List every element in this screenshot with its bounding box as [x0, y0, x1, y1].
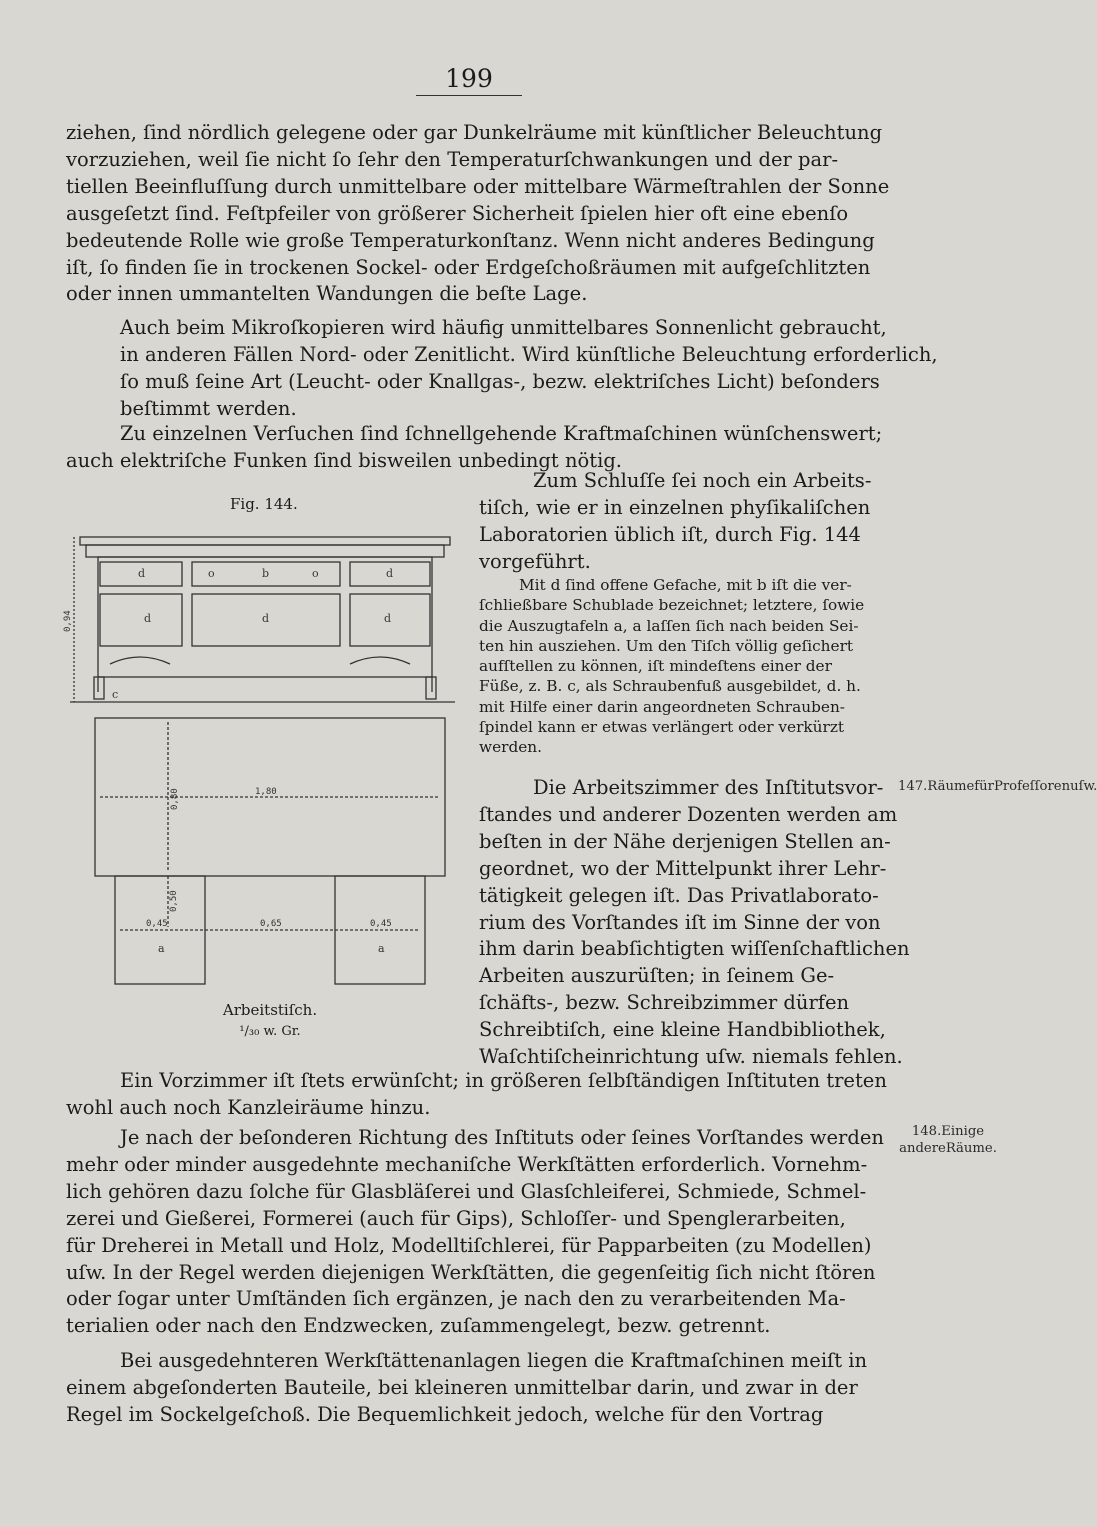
text-line: ſo muß ſeine Art (Leucht- oder Knallgas-, bezw. elektriſches Licht) beſonders	[120, 369, 880, 393]
page-number: 199	[416, 64, 522, 96]
label-d-3: d	[144, 612, 152, 625]
text-line: ziehen, ſind nördlich gelegene oder gar Dunkelräume mit künſtlicher Beleuchtung	[66, 121, 883, 144]
figure-title: Fig. 144.	[230, 495, 298, 513]
text-line: tiellen Beeinfluſſung durch unmittelbare oder mittelbare Wärmeſtrahlen der Sonne	[66, 174, 890, 198]
paragraph-darkrooms	[66, 120, 896, 308]
text-line: vorzuziehen, weil ſie nicht ſo ſehr den Temperaturſchwankungen und der par-	[66, 147, 839, 171]
text-line: Mit d ſind offene Gefache, mit b iſt die ver-	[519, 576, 852, 594]
label-a-2: a	[378, 942, 385, 955]
compartment-d-lower-left	[100, 594, 182, 646]
text-line: Zum Schluſſe ſei noch ein Arbeits-	[533, 469, 872, 492]
text-line: Regel im Sockelgeſchoß. Die Bequemlichkeit jedoch, welche für den Vortrag	[66, 1402, 824, 1426]
legs	[98, 677, 432, 692]
text-line: Füße, z. B. c, als Schraubenfuß ausgebildet, d. h.	[479, 677, 861, 696]
foot-right	[426, 677, 436, 699]
text-line: einem abgeſonderten Bauteile, bei kleineren unmittelbar darin, und zwar in der	[66, 1375, 858, 1399]
text-line: Bei ausgedehnteren Werkſtättenanlagen liegen die Kraftmaſchinen meiſt in	[120, 1349, 868, 1372]
label-b: b	[262, 567, 270, 580]
text-line: ſchäfts-, bezw. Schreibzimmer dürfen	[479, 991, 850, 1015]
text-line: ten hin ausziehen. Um den Tiſch völlig geſichert	[479, 636, 854, 655]
label-o-2: o	[312, 567, 319, 580]
text-line: ausgeſetzt ſind. Feſtpfeiler von größerer Sicherheit ſpielen hier oft eine ebenſo	[66, 201, 849, 225]
text-line: oder innen ummantelten Wandungen die beſte Lage.	[66, 282, 588, 306]
table-top	[80, 537, 450, 545]
text-line: Waſchtiſcheinrichtung uſw. niemals fehlen.	[479, 1045, 903, 1069]
text-line: wohl auch noch Kanzleiräume hinzu.	[66, 1095, 431, 1119]
text-line: Die Arbeitszimmer des Inſtitutsvor-	[533, 776, 884, 799]
apron-scroll-left	[110, 657, 170, 664]
text-line: rium des Vorſtandes iſt im Sinne der von	[479, 910, 881, 934]
text-line: werden.	[479, 738, 543, 757]
paragraph-workshops	[66, 1125, 896, 1340]
figure-caption-title: Arbeitstiſch.	[222, 1001, 318, 1019]
text-line: ihm darin beabſichtigten wiſſenſchaftlichen	[479, 937, 910, 961]
text-line: Je nach der beſonderen Richtung des Inſtituts oder ſeines Vorſtandes werden	[120, 1126, 884, 1149]
text-line: 148.	[911, 1124, 942, 1139]
figure-scale: ¹/₃₀ w. Gr.	[239, 1024, 301, 1039]
paragraph-offices	[479, 775, 910, 1071]
dim-depth: 0,80	[170, 788, 180, 810]
text-line: Räume.	[945, 1141, 997, 1156]
text-line: vorgeführt.	[479, 549, 591, 573]
dim-height: 0,94	[63, 610, 73, 632]
text-line: Zu einzelnen Verſuchen ſind ſchnellgehende Kraftmaſchinen wünſchenswert;	[120, 422, 883, 445]
text-line: die Auszugtafeln a, a laſſen ſich nach beiden Sei-	[479, 616, 859, 635]
label-d-1: d	[138, 567, 146, 580]
top-rail	[86, 545, 444, 557]
dim-middle: 0,65	[260, 919, 282, 929]
text-line: geordnet, wo der Mittelpunkt ihrer Lehr-	[479, 856, 887, 880]
paragraph-microscopy	[66, 315, 938, 423]
text-line: Ein Vorzimmer iſt ſtets erwünſcht; in größeren ſelbſtändigen Inſtituten treten	[120, 1069, 887, 1092]
text-line: oder ſogar unter Umſtänden ſich ergänzen, je nach den zu verarbeitenden Ma-	[66, 1287, 846, 1311]
text-line: uſw.	[1070, 779, 1097, 794]
text-line: Schreibtiſch, eine kleine Handbibliothek,	[479, 1018, 886, 1042]
label-d-2: d	[386, 567, 394, 580]
paragraph-worktable	[479, 468, 896, 576]
dim-side-left: 0,45	[146, 919, 168, 929]
text-line: 147.	[898, 779, 928, 794]
worktable-drawing	[60, 522, 460, 992]
dim-width: 1,80	[255, 787, 277, 797]
text-line: Räume	[927, 779, 975, 794]
margin-note-148	[896, 1123, 1000, 1157]
text-line: Profeſſoren	[993, 779, 1071, 794]
text-line: beſtimmt werden.	[120, 396, 297, 420]
label-d-4: d	[262, 612, 270, 625]
text-line: für Dreherei in Metall und Holz, Modelltiſchlerei, für Papparbeiten (zu Modellen)	[66, 1233, 872, 1257]
text-line: tätigkeit gelegen iſt. Das Privatlaborato-	[479, 883, 879, 907]
text-line: Auch beim Mikroſkopieren wird häufig unmittelbares Sonnenlicht gebraucht,	[120, 316, 887, 339]
text-line: terialien oder nach den Endzwecken, zuſammengelegt, bezw. getrennt.	[66, 1314, 771, 1338]
label-c: c	[112, 688, 119, 701]
text-line: beſten in der Nähe derjenigen Stellen an-	[479, 829, 891, 853]
text-line: aufſtellen zu können, iſt mindeſtens einer der	[479, 657, 832, 676]
text-line: Arbeiten auszurüſten; in ſeinem Ge-	[479, 964, 835, 988]
text-line: Einige andere	[899, 1124, 985, 1156]
figure-caption	[200, 999, 340, 1043]
screw-foot-c	[94, 677, 104, 699]
label-a-1: a	[158, 942, 165, 955]
paragraph-machines	[66, 421, 896, 475]
paragraph-power-machines	[66, 1348, 896, 1429]
apron-scroll-right	[350, 657, 410, 664]
label-o-1: o	[208, 567, 215, 580]
text-line: bedeutende Rolle wie große Temperaturkonſtanz. Wenn nicht anderes Bedingung	[66, 228, 875, 252]
label-d-5: d	[384, 612, 392, 625]
paragraph-anteroom	[66, 1068, 896, 1122]
text-line: ſpindel kann er etwas verlängert oder verkürzt	[479, 718, 845, 737]
text-line: ſchließbare Schublade bezeichnet; letztere, ſowie	[479, 596, 865, 615]
text-line: zerei und Gießerei, Formerei (auch für Gips), Schloſſer- und Spenglerarbeiten,	[66, 1206, 846, 1230]
text-line: iſt, ſo finden ſie in trockenen Sockel- oder Erdgeſchoßräumen mit aufgeſchlitzten	[66, 255, 871, 279]
text-line: mit Hilfe einer darin angeordneten Schrauben-	[479, 697, 845, 716]
text-line: auch elektriſche Funken ſind bisweilen unbedingt nötig.	[66, 448, 622, 472]
text-line: ſtandes und anderer Dozenten werden am	[479, 802, 898, 826]
text-line: mehr oder minder ausgedehnte mechaniſche Werkſtätten erforderlich. Vornehm-	[66, 1152, 868, 1176]
text-line: Laboratorien üblich iſt, durch Fig. 144	[479, 522, 861, 546]
figure-description-note	[479, 575, 896, 758]
text-line: tiſch, wie er in einzelnen phyſikaliſchen	[479, 495, 871, 519]
text-line: für	[974, 779, 994, 794]
margin-note-147	[898, 778, 1097, 795]
dim-extension: 0,50	[169, 890, 179, 912]
text-line: lich gehören dazu ſolche für Glasbläſerei und Glasſchleiferei, Schmiede, Schmel-	[66, 1179, 867, 1203]
text-line: in anderen Fällen Nord- oder Zenitlicht. Wird künſtliche Beleuchtung erforderlich,	[120, 342, 938, 366]
dim-side-right: 0,45	[370, 919, 392, 929]
text-line: uſw. In der Regel werden diejenigen Werkſtätten, die gegenſeitig ſich nicht ſtören	[66, 1260, 876, 1284]
